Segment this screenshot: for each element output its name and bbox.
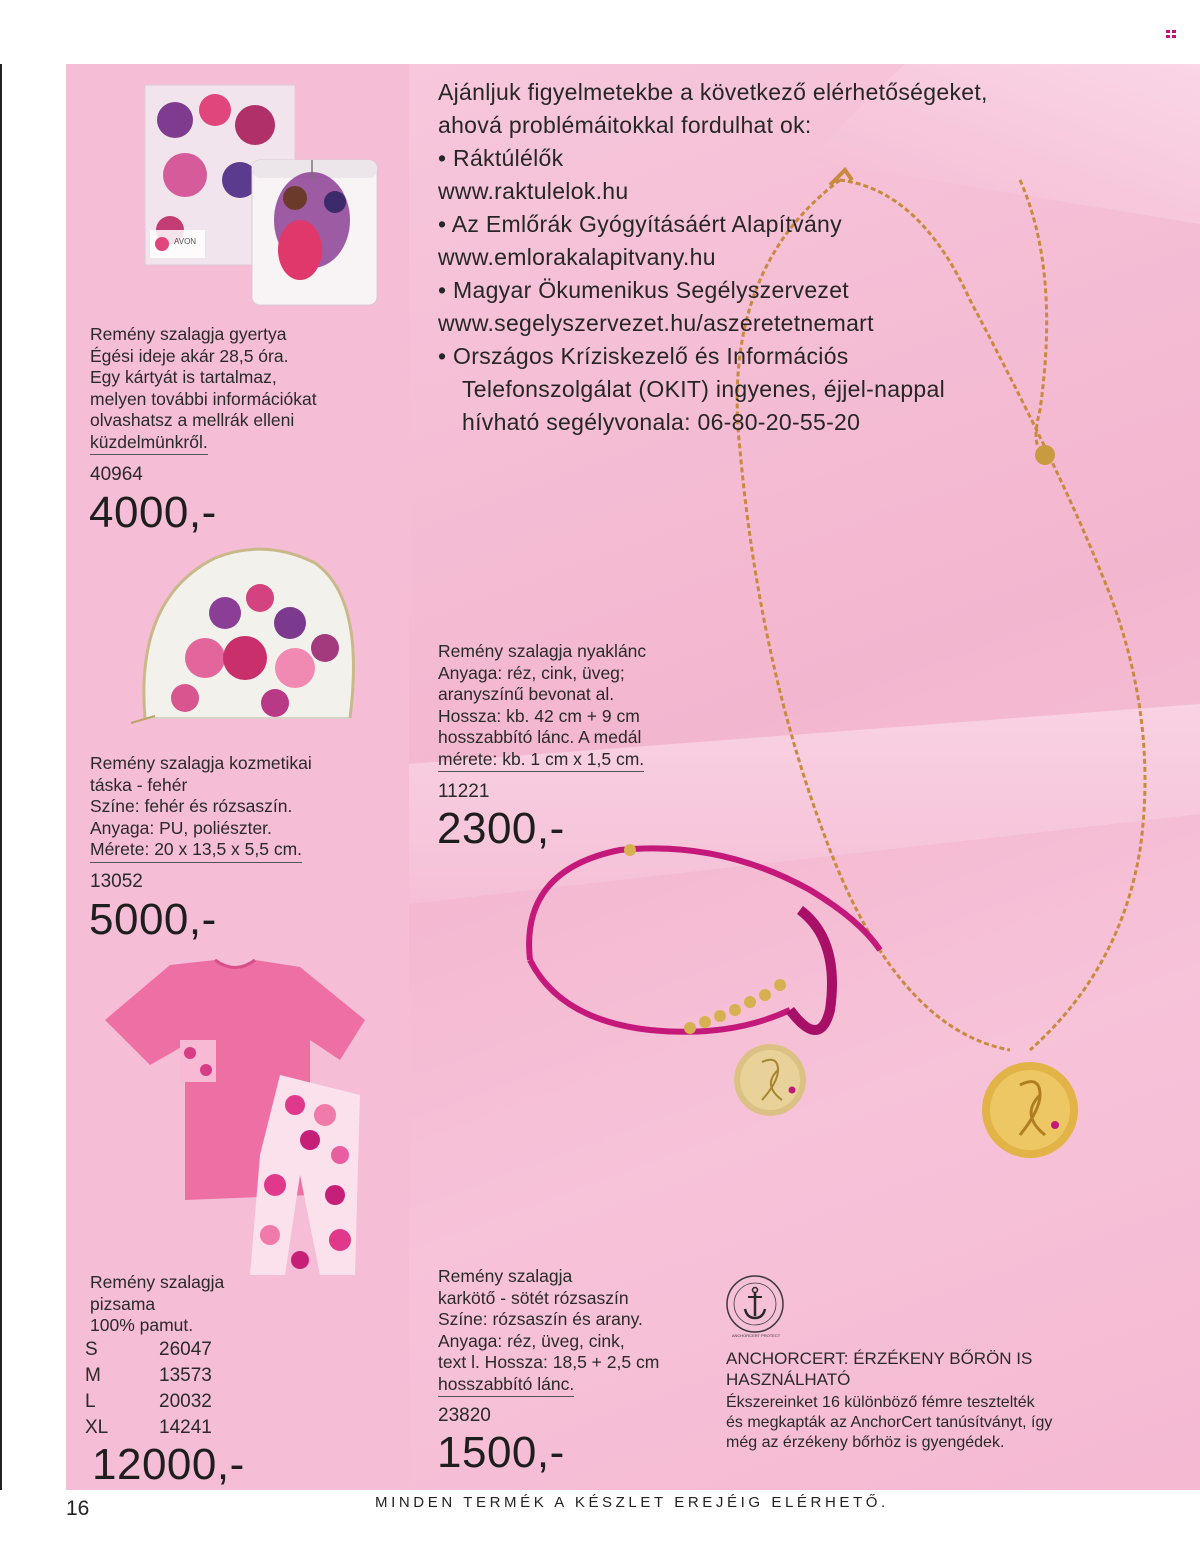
bracelet-line: karkötő - sötét rózsaszín: [438, 1287, 629, 1308]
pajama-line: 100% pamut.: [90, 1315, 194, 1335]
pajama-line: pizsama: [90, 1293, 156, 1314]
bag-line: Remény szalagja kozmetikai: [90, 753, 312, 773]
candle-line: Egy kártyát is tartalmaz,: [90, 367, 277, 387]
anchor-badge-text: ANCHORCERT PROTECT: [731, 1333, 781, 1338]
size-row: [85, 1337, 239, 1363]
size-row: [85, 1363, 239, 1389]
size-label: XL: [85, 1417, 109, 1438]
contact-url[interactable]: www.segelyszervezet.hu/aszeretetnemart: [438, 310, 874, 336]
candle-line: olvashatsz a mellrák elleni: [90, 410, 295, 430]
bag-line: Anyaga: PU, poliészter.: [90, 817, 272, 838]
necklace-line: Hossza: kb. 42 cm + 9 cm: [438, 705, 640, 726]
contact-name: • Ráktúlélők: [438, 145, 564, 171]
candle-line: Remény szalagja gyertya: [90, 324, 287, 344]
page-number: 16: [66, 1497, 90, 1520]
necklace-line: hosszabbító lánc. A medál: [438, 727, 642, 747]
contact-url[interactable]: www.emlorakalapitvany.hu: [438, 244, 716, 270]
size-label: L: [85, 1391, 96, 1412]
bracelet-line: text l. Hossza: 18,5 + 2,5 cm: [438, 1352, 660, 1372]
anchorcert-heading-line: HASZNÁLHATÓ: [726, 1370, 851, 1389]
box-brand-text: AVON: [174, 237, 197, 246]
info-line: ahová problémáitokkal fordulhat ok:: [438, 112, 812, 138]
bracelet-description: [438, 1266, 659, 1397]
bracelet-line: Anyaga: réz, üveg, cink,: [438, 1330, 625, 1351]
left-edge-rule: [0, 64, 2, 1490]
candle-line: melyen további információkat: [90, 388, 317, 409]
anchorcert-body-line: Ékszereinket 16 különböző fémre tesztelték: [726, 1394, 1035, 1411]
necklace-line: mérete: kb. 1 cm x 1,5 cm.: [438, 749, 644, 773]
size-row: [85, 1389, 239, 1415]
pajama-image: [100, 955, 370, 1275]
pajama-size-table: [85, 1337, 239, 1441]
size-code: 26047: [159, 1339, 212, 1360]
size-row: [85, 1415, 239, 1441]
anchorcert-body-line: és megkapták az AnchorCert tanúsítványt, így: [726, 1414, 1053, 1431]
contact-url[interactable]: www.raktulelok.hu: [438, 178, 629, 204]
size-code: 13573: [159, 1365, 212, 1386]
pajama-description: [90, 1272, 224, 1337]
cosmetic-bag-image: [125, 538, 365, 733]
pajama-price: 12000,-: [92, 1440, 245, 1489]
bag-code: 13052: [90, 871, 143, 892]
bag-price: 5000,-: [89, 895, 217, 944]
size-label: S: [85, 1339, 98, 1360]
contact-name: • Magyar Ökumenikus Segélyszervezet: [438, 277, 849, 303]
necklace-description: [438, 641, 646, 772]
size-label: M: [85, 1365, 101, 1386]
okit-line: hívható segélyvonala: 06-80-20-55-20: [462, 409, 861, 435]
contact-name: • Az Emlőrák Gyógyításáért Alapítvány: [438, 211, 842, 237]
help-contacts-block: [438, 76, 1078, 439]
necklace-line: Remény szalagja nyaklánc: [438, 641, 647, 661]
bracelet-line: hosszabbító lánc.: [438, 1374, 574, 1398]
anchor-icon: [725, 1274, 785, 1334]
candle-product-image: [140, 80, 385, 310]
necklace-price: 2300,-: [437, 804, 565, 853]
candle-price: 4000,-: [89, 488, 217, 537]
necklace-line: Anyaga: réz, cink, üveg;: [438, 662, 625, 683]
bag-line: Mérete: 20 x 13,5 x 5,5 cm.: [90, 839, 302, 863]
bracelet-line: Színe: rózsaszín és arany.: [438, 1309, 643, 1329]
candle-line: küzdelmünkről.: [90, 432, 208, 456]
size-code: 20032: [159, 1391, 212, 1412]
bracelet-price: 1500,-: [437, 1428, 565, 1477]
okit-line: • Országos Kríziskezelő és Információs: [438, 343, 849, 369]
corner-mark: [1166, 30, 1176, 38]
bag-description: [90, 753, 312, 863]
necklace-line: aranyszínű bevonat al.: [438, 684, 615, 704]
size-code: 14241: [159, 1417, 212, 1438]
bracelet-line: Remény szalagja: [438, 1266, 573, 1286]
candle-line: Égési ideje akár 28,5 óra.: [90, 345, 289, 366]
okit-line: Telefonszolgálat (OKIT) ingyenes, éjjel-nappal: [462, 376, 945, 402]
candle-description: [90, 324, 317, 455]
candle-code: 40964: [90, 464, 143, 485]
pajama-line: Remény szalagja: [90, 1272, 225, 1292]
info-line: Ajánljuk figyelmetekbe a következő elérhetőségeket,: [438, 79, 988, 105]
necklace-code: 11221: [438, 781, 490, 802]
bag-line: Színe: fehér és rózsaszín.: [90, 796, 293, 816]
footer-disclaimer: MINDEN TERMÉK A KÉSZLET EREJÉIG ELÉRHETŐ.: [375, 1494, 889, 1511]
anchorcert-body: [726, 1393, 1106, 1453]
bag-line: táska - fehér: [90, 774, 188, 795]
anchorcert-heading-line: ANCHORCERT: ÉRZÉKENY BŐRÖN IS: [726, 1349, 1033, 1368]
anchorcert-heading: [726, 1348, 1086, 1390]
bracelet-code: 23820: [438, 1405, 491, 1426]
anchorcert-body-line: még az érzékeny bőrhöz is gyengédek.: [726, 1434, 1005, 1451]
